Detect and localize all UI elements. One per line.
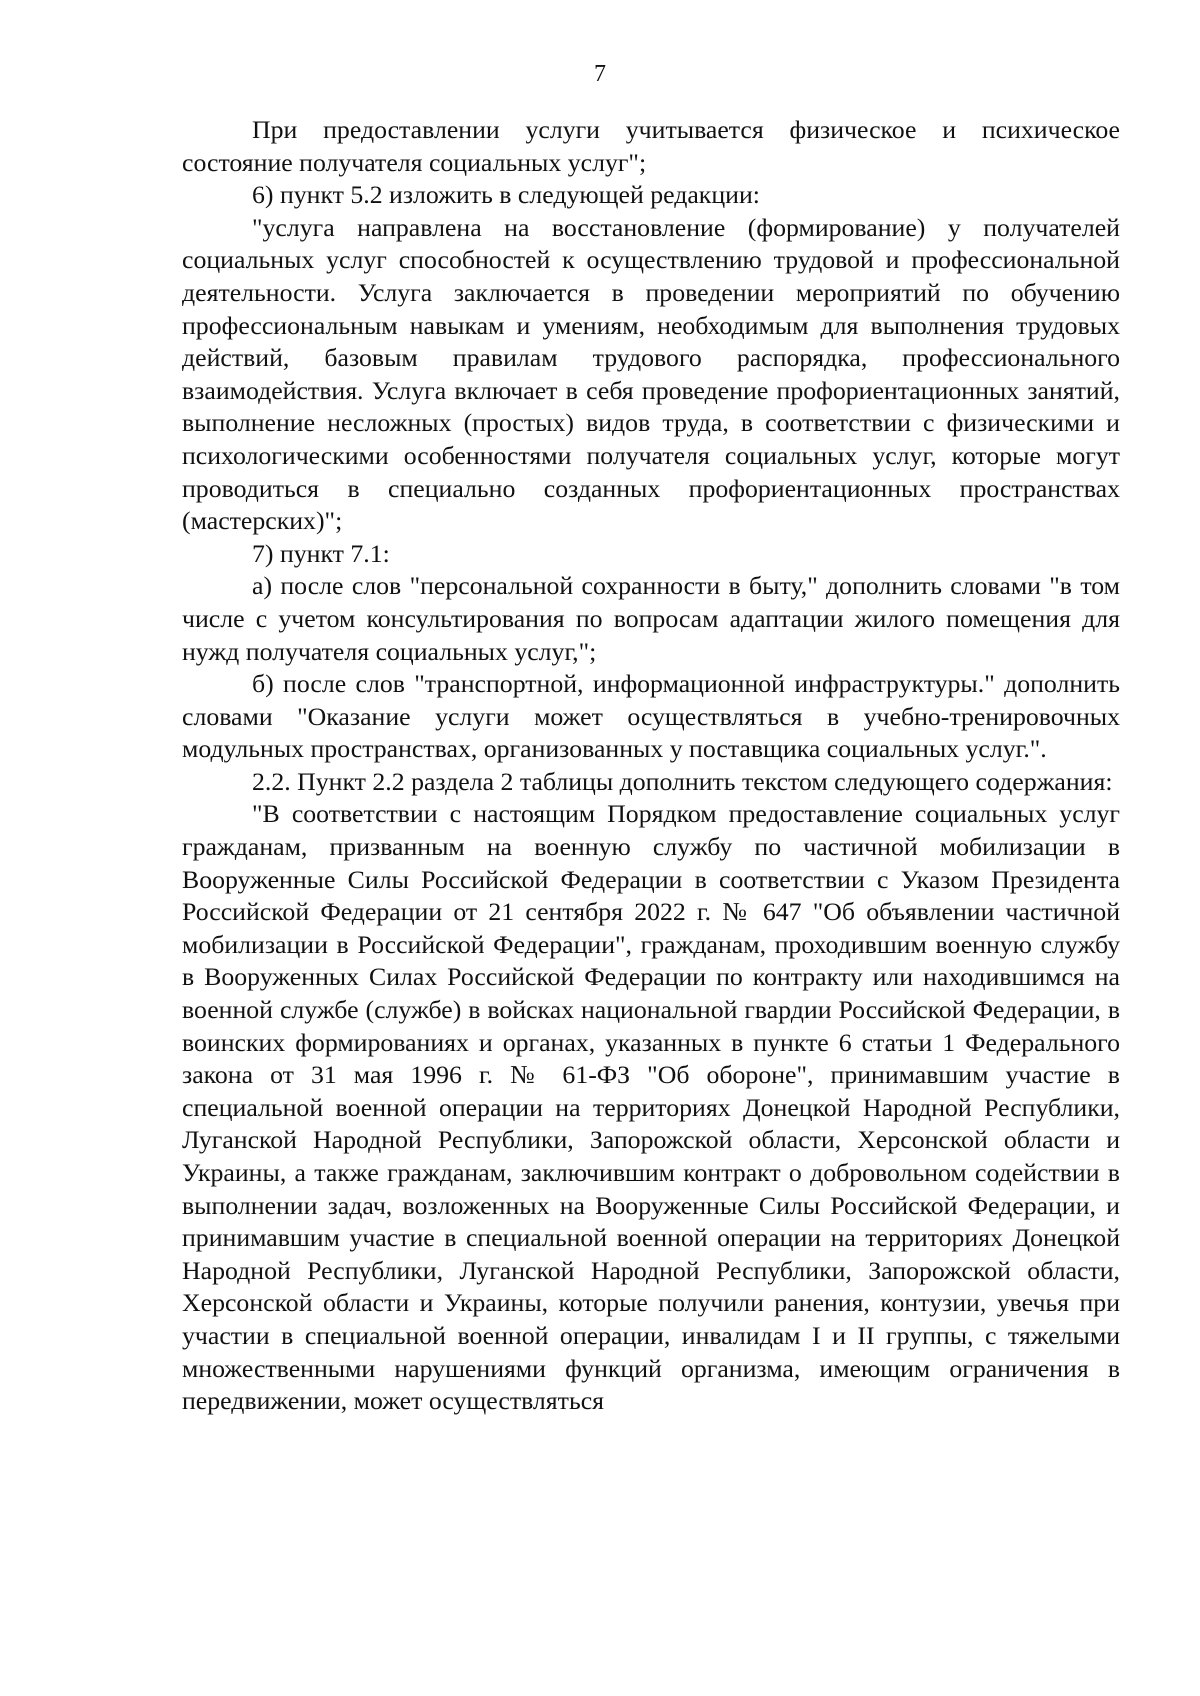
document-body bbox=[182, 114, 1120, 1418]
paragraph-item-7: 7) пункт 7.1: bbox=[252, 538, 390, 568]
paragraph-item-6: 6) пункт 5.2 изложить в следующей редакции: bbox=[252, 180, 760, 210]
paragraph-item-7-a: а) после слов "персональной сохранности в быту," дополнить словами "в том числе с учетом консультирования по вопросам адаптации жилого помещения для нужд получателя социальных услуг,"; bbox=[182, 571, 1120, 666]
paragraph-section-2-2-text: "В соответствии с настоящим Порядком предоставление социальных услуг гражданам, призванным на военную службу по частичной мобилизации в Вооруженные Силы Российской Федерации в соответствии с Указом Президента Российской Федерации от 21 сентября 2022 г. № 647 "Об объявлении частичной мобилизации в Российской Федерации", гражданам, проходившим военную службу в Вооруженных Силах Российской Федерации по контракту или находившимся на военной службе (службе) в войсках национальной гвардии Российской Федерации, в воинских формированиях и органах, указанных в пункте 6 статьи 1 Федерального закона от 31 мая 1996 г. № 61-ФЗ "Об обороне", принимавшим участие в специальной военной операции на территориях Донецкой Народной Республики, Луганской Народной Республики, Запорожской области, Херсонской области и Украины, а также гражданам, заключившим контракт о добровольном содействии в выполнении задач, возложенных на Вооруженные Силы Российской Федерации, и принимавшим участие в специальной военной операции на территориях Донецкой Народной Республики, Луганской Народной Республики, Запорожской области, Херсонской области и Украины, которые получили ранения, контузии, увечья при участии в специальной военной операции, инвалидам I и II группы, с тяжелыми множественными нарушениями функций организма, имеющим ограничения в передвижении, может осуществляться bbox=[182, 799, 1120, 1416]
paragraph-section-2-2: 2.2. Пункт 2.2 раздела 2 таблицы дополнить текстом следующего содержания: bbox=[252, 766, 1113, 796]
paragraph-service-condition: При предоставлении услуги учитывается физическое и психическое состояние получателя социальных услуг"; bbox=[182, 115, 1120, 177]
paragraph-item-7-b: б) после слов "транспортной, информационной инфраструктуры." дополнить словами "Оказание услуги может осуществляться в учебно-тренировочных модульных пространствах, организованных у поставщика социальных услуг.". bbox=[182, 669, 1120, 764]
paragraph-item-5-2-text: "услуга направлена на восстановление (формирование) у получателей социальных услуг способностей к осуществлению трудовой и профессиональной деятельности. Услуга заключается в проведении мероприятий по обучению профессиональным навыкам и умениям, необходимым для выполнения трудовых действий, базовым правилам трудового распорядка, профессионального взаимодействия. Услуга включает в себя проведение профориентационных занятий, выполнение несложных (простых) видов труда, в соответствии с физическими и психологическими особенностями получателя социальных услуг, которые могут проводиться в специально созданных профориентационных пространствах (мастерских)"; bbox=[182, 212, 1120, 536]
page-number: 7 bbox=[594, 61, 606, 87]
